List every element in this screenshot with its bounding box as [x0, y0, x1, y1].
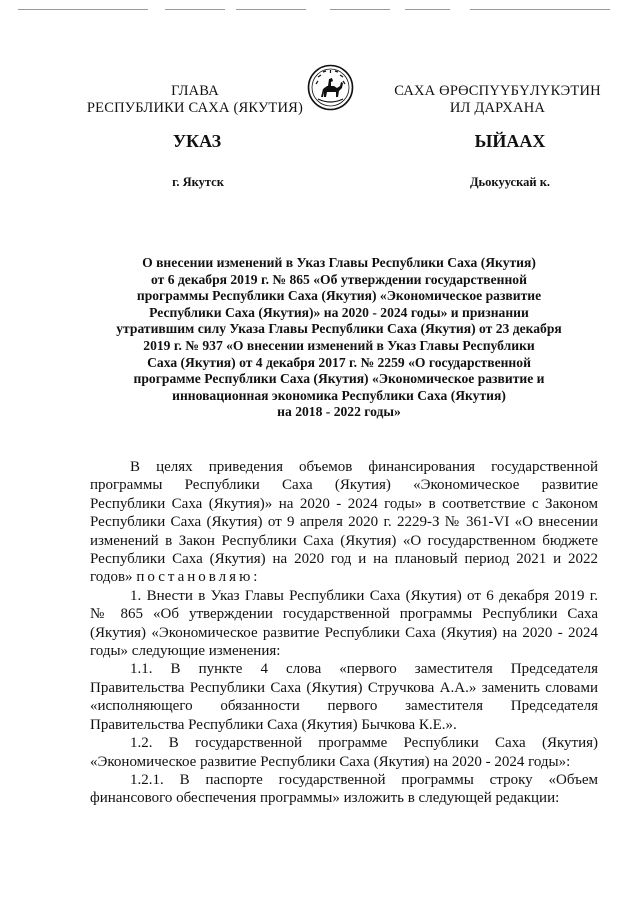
text-line: «Экономическое развитие Республики Саха (Якутия) на 2020 - 2024 годы»: — [90, 753, 571, 770]
issuer-line-1: ГЛАВА — [171, 83, 219, 99]
place-of-issue-yakut: Дьокуускай к. — [469, 175, 551, 189]
scan-artifact-line — [330, 9, 390, 10]
text-line: (Якутия) «Экономическое развитие Республики Саха (Якутия) на 2020 - 2024 — [90, 624, 598, 641]
text-line: 1.2. В государственной программе Республики Саха (Якутия) — [130, 735, 598, 752]
resolution-word: постановляю: — [136, 569, 261, 586]
paragraph-item-1-1 — [90, 660, 598, 734]
title-line: программы Республики Саха (Якутия) «Экономическое развитие — [136, 288, 542, 304]
paragraph-item-1 — [90, 587, 598, 661]
title-line: 2019 г. № 937 «О внесении изменений в Указ Главы Республики — [143, 337, 535, 353]
scan-artifact-line — [470, 9, 610, 10]
paragraph-preamble — [90, 458, 598, 587]
document-type-yakut: ЫЙААХ — [474, 131, 546, 151]
title-line: О внесении изменений в Указ Главы Республики Саха (Якутия) — [142, 255, 536, 270]
decree-title — [100, 255, 578, 421]
issuer-block-russian — [75, 83, 315, 117]
paragraph-item-1-2-1 — [90, 771, 598, 808]
issuer-block-yakut — [390, 83, 605, 117]
text-line: Правительства Республики Саха (Якутия) Бычкова К.Е.». — [90, 716, 457, 733]
title-line: на 2018 - 2022 годы» — [277, 404, 401, 420]
decree-body — [90, 458, 598, 808]
text-line: годы» следующие изменения: — [90, 643, 281, 660]
title-line: утратившим силу Указа Главы Республики Саха (Якутия) от 23 декабря — [116, 321, 562, 337]
text-line — [90, 568, 598, 586]
text-line: 1. Внести в Указ Главы Республики Саха (Якутия) от 6 декабря 2019 г. — [130, 587, 598, 604]
coat-of-arms-emblem-icon — [307, 64, 354, 111]
text-fragment: годов» — [90, 569, 133, 586]
scan-artifact-line — [405, 9, 450, 10]
text-line: финансового обеспечения программы» изложить в следующей редакции: — [90, 790, 560, 807]
text-line: Республики Саха (Якутия) от 9 апреля 2020 г. 2229-З № 361-VI «О внесении — [90, 514, 598, 531]
issuer-line-2-yakut: ИЛ ДАРХАНА — [449, 100, 546, 116]
text-line: Республики Саха (Якутия)» на 2020 - 2024 годы» в соответствие с Законом — [90, 495, 598, 512]
text-line: 1.2.1. В паспорте государственной программы строку «Объем — [130, 771, 598, 788]
issuer-line-2: РЕСПУБЛИКИ САХА (ЯКУТИЯ) — [86, 100, 304, 116]
text-line: изменений в Закон Республики Саха (Якутия) «О государственном бюджете — [90, 532, 598, 549]
text-line: 1.1. В пункте 4 слова «первого заместителя Председателя — [130, 661, 598, 678]
text-line: программы Республики Саха (Якутия) «Экономическое развитие — [90, 477, 598, 494]
scan-artifact-line — [236, 9, 306, 10]
text-line: Правительства Республики Саха (Якутия) Стручкова А.А.» заменить словами — [90, 679, 598, 696]
text-line: № 865 «Об утверждении государственной программы Республики Саха — [90, 606, 598, 623]
issuer-line-1-yakut: САХА ӨРӨСПҮҮБҮЛҮКЭТИН — [394, 83, 601, 99]
text-line: «исполняющего обязанности первого заместителя Председателя — [90, 698, 598, 715]
text-line: Республики Саха (Якутия) на 2020 год и на плановый период 2021 и 2022 — [90, 551, 598, 568]
title-line: инновационная экономика Республики Саха (Якутия) — [172, 387, 506, 403]
scan-artifact-line — [18, 9, 148, 10]
document-type-russian: УКАЗ — [172, 131, 222, 151]
title-line: Республики Саха (Якутия)» на 2020 - 2024 годы» и признании — [149, 304, 529, 320]
title-line: Саха (Якутия) от 4 декабря 2017 г. № 2259 «О государственной — [147, 354, 531, 370]
title-line: от 6 декабря 2019 г. № 865 «Об утверждении государственной — [151, 271, 527, 287]
place-of-issue-russian: г. Якутск — [172, 175, 224, 189]
title-line: программе Республики Саха (Якутия) «Экономическое развитие и — [133, 371, 545, 387]
text-line: В целях приведения объемов финансирования государственной — [130, 459, 598, 475]
paragraph-item-1-2 — [90, 734, 598, 771]
scan-artifact-line — [165, 9, 225, 10]
